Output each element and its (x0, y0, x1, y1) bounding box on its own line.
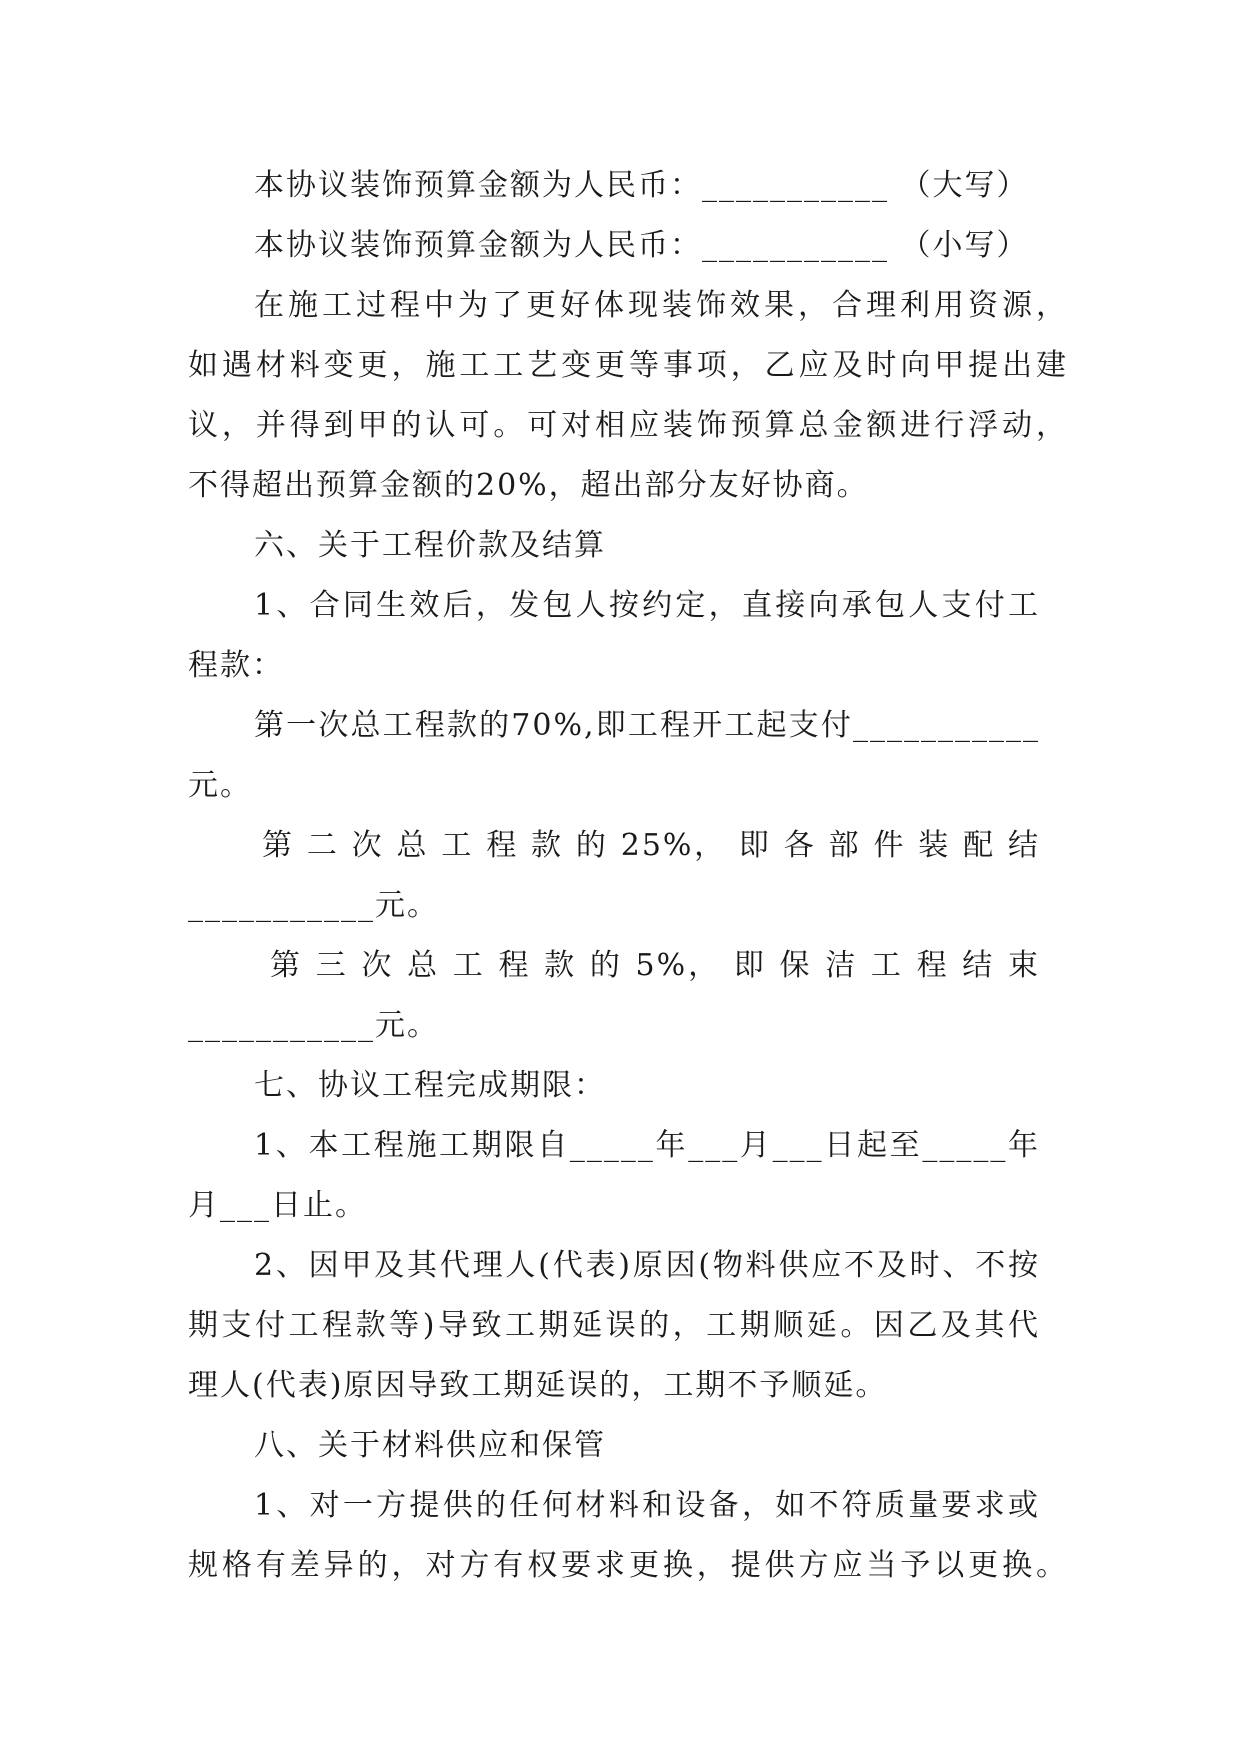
paragraph-line: 1、对一方提供的任何材料和设备，如不符质量要求或 (254, 1488, 1040, 1523)
paragraph-line: 1、合同生效后，发包人按约定，直接向承包人支付工 (254, 588, 1040, 623)
paragraph-line: 期支付工程款等)导致工期延误的，工期顺延。因乙及其代 (188, 1308, 1040, 1343)
paragraph-line: 程款： (188, 648, 284, 683)
paragraph-line: 1、本工程施工期限自_____年___月___日起至_____年 (254, 1128, 1040, 1163)
paragraph-line: 如遇材料变更，施工工艺变更等事项，乙应及时向甲提出建 (188, 348, 1068, 383)
payment-third-line: 第 三 次 总 工 程 款 的 5%， 即 保 洁 工 程 结 束 (270, 948, 1040, 983)
paragraph-line: ___________元。 (188, 888, 439, 923)
budget-amount-uppercase-line: 本协议装饰预算金额为人民币：___________ （大写） (254, 168, 1029, 203)
paragraph-line: 在施工过程中为了更好体现装饰效果，合理利用资源， (254, 288, 1068, 323)
budget-amount-lowercase-line: 本协议装饰预算金额为人民币：___________ （小写） (254, 228, 1029, 263)
paragraph-line: 元。 (188, 768, 252, 803)
paragraph-line: ___________元。 (188, 1008, 439, 1043)
section-heading-eight: 八、关于材料供应和保管 (254, 1428, 606, 1463)
paragraph-line: 月___日止。 (188, 1188, 367, 1223)
paragraph-line: 议，并得到甲的认可。可对相应装饰预算总金额进行浮动， (188, 408, 1068, 443)
section-heading-six: 六、关于工程价款及结算 (254, 528, 606, 563)
payment-first-line: 第一次总工程款的70%,即工程开工起支付___________ (254, 708, 1040, 743)
paragraph-line: 规格有差异的，对方有权要求更换，提供方应当予以更换。 (188, 1548, 1068, 1583)
section-heading-seven: 七、协议工程完成期限： (254, 1068, 606, 1103)
paragraph-line: 理人(代表)原因导致工期延误的，工期不予顺延。 (188, 1368, 888, 1403)
paragraph-line: 不得超出预算金额的20%，超出部分友好协商。 (188, 468, 869, 503)
paragraph-line: 2、因甲及其代理人(代表)原因(物料供应不及时、不按 (254, 1248, 1040, 1283)
payment-second-line: 第 二 次 总 工 程 款 的 25%， 即 各 部 件 装 配 结 (262, 828, 1040, 863)
